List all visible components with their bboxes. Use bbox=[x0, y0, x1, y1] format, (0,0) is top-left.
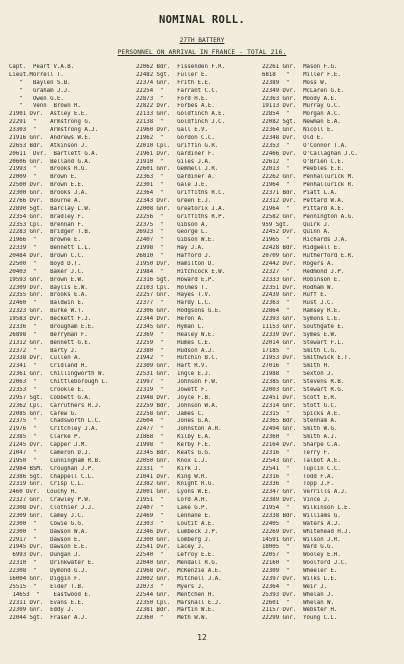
roll-entry: 22291 " Armstrong G. bbox=[9, 119, 92, 126]
roll-entry: 22138 " Goldfinch J.C. bbox=[136, 119, 226, 126]
roll-entry: 22259 " Humes C.E. bbox=[136, 339, 212, 346]
roll-entry: 22345 Gnr. Hyman L. bbox=[136, 323, 205, 330]
roll-entry: 22397 Dvr. Wilks L.E. bbox=[262, 575, 338, 582]
roll-entry: 22259 Bdr. Johnson W.A. bbox=[136, 402, 219, 409]
roll-entry: 22601 Gnr. Gemmell J.R. bbox=[136, 166, 219, 173]
roll-entry: 22362 Cpl. Carruthers R.J. bbox=[9, 402, 102, 409]
roll-entry: 22460 " Baldwin E. bbox=[9, 300, 85, 307]
roll-entry: 22389 " Moss W. bbox=[262, 79, 328, 86]
roll-entry: 20611 Dvr. Bartlett G.A. bbox=[9, 150, 99, 157]
roll-entry: 22380 " Hudson A.J. bbox=[136, 347, 215, 354]
roll-entry: " Graham J.J. bbox=[9, 87, 71, 94]
roll-entry: 22014 Gnr. Stewart F.L. bbox=[262, 339, 345, 346]
roll-entry: 20606 Gnr. Belland G.A. bbox=[9, 158, 92, 165]
roll-entry: 22469 " Lennane E. bbox=[136, 512, 212, 519]
roll-entry: 21950 " Cunningham R.B. bbox=[9, 457, 102, 464]
roll-entry: Capt. Peart V.A.B. bbox=[9, 64, 75, 70]
roll-entry: 22308 " Dymond G.J. bbox=[9, 568, 88, 574]
roll-entry: 22393 Gnr. Symons L.E. bbox=[262, 316, 341, 322]
roll-entry: 22385 " Clarke P. bbox=[9, 434, 81, 441]
roll-entry: 19113 Dvr. Murray G.C. bbox=[262, 103, 341, 110]
roll-entry: 22361 Gnr. Chillingworth W. bbox=[9, 371, 105, 378]
roll-entry: 22854 " Morgan A.C. bbox=[262, 111, 341, 118]
roll-entry: 22339 " Bennett L.L. bbox=[9, 245, 92, 252]
roll-entry: 21964 " Pittard A.E. bbox=[262, 205, 345, 212]
roll-entry: 22160 " Woolford J.C. bbox=[262, 560, 348, 567]
roll-entry: 2460 Dvr. Couchy H. bbox=[9, 489, 78, 496]
roll-entry: 22582 Gnr. Pennington A.G. bbox=[262, 213, 355, 220]
roll-entry: 959 Sgt. Quirk J. bbox=[262, 221, 331, 228]
roll-entry: 22085 Gnr. Carew G. bbox=[9, 410, 78, 417]
roll-entry: 19593 Gnr. Brown E.W. bbox=[9, 276, 85, 283]
roll-entry: 22604 " Jones G.A. bbox=[136, 418, 212, 425]
roll-entry: 22348 Dvr. Old E. bbox=[262, 134, 324, 141]
roll-entry: 23303 " Armstrong A.J. bbox=[9, 127, 99, 133]
page-title: NOMINAL ROLL. bbox=[158, 14, 246, 26]
roll-entry: 22375 " Gibson A. bbox=[136, 221, 208, 228]
roll-entry: 22257 Gnr. Hayes T.V. bbox=[136, 292, 212, 299]
roll-entry: 22311 Dvr. Evans E.E. bbox=[9, 599, 85, 606]
roll-entry: " Venn Brown R. bbox=[9, 103, 81, 110]
roll-entry: 22309 Gnr. Hart R.V. bbox=[136, 363, 208, 370]
roll-entry: 22164 Dvr. Sharpe C.A. bbox=[262, 442, 341, 448]
roll-entry: 22333 Gnr. Robinson E. bbox=[262, 276, 341, 283]
roll-entry: 22050 Gnr. Knox L.J. bbox=[136, 457, 208, 464]
roll-entry: 22319 Gnr. Crisp C.L. bbox=[9, 481, 85, 488]
battery-heading: 27TH BATTERY bbox=[179, 37, 225, 44]
roll-entry: 22364 " Griffiths R.C. bbox=[136, 190, 226, 196]
roll-entry: 22360 " Meth W.W. bbox=[136, 615, 208, 622]
roll-entry: 21916 Gnr. Andrews W.E. bbox=[9, 134, 92, 141]
roll-entry: 21984 " Hitchcock E.W. bbox=[136, 268, 226, 275]
roll-entry: 22327 " Redmond J.P. bbox=[262, 268, 345, 275]
roll-entry: 6993 Dvr. Dungan J. bbox=[9, 552, 81, 559]
roll-entry: 22254 " Farrant C.C. bbox=[136, 87, 219, 94]
roll-entry: 21965 " Richards J.A. bbox=[262, 237, 348, 244]
roll-entry: 22353 Cpl. Brennan F. bbox=[9, 221, 85, 228]
roll-entry: 22466 Dvr. O'Callaghan J.C. bbox=[262, 150, 358, 157]
roll-entry: 22261 Gnr. Mason F.G. bbox=[262, 64, 338, 70]
roll-entry: 22363 " Gardiner A. bbox=[136, 174, 215, 181]
roll-entry: 22339 Dvr. Symes E.W. bbox=[262, 331, 338, 338]
roll-entry: 22343 Dvr. Green E.J. bbox=[136, 197, 212, 204]
roll-entry: 22822 Dvr. Forbes A.E. bbox=[136, 103, 215, 110]
roll-entry: 22314 Gnr. Stott G.C. bbox=[262, 402, 338, 409]
roll-entry: 22544 Gnr. Mentchen H. bbox=[136, 591, 215, 598]
roll-entry: 22374 Gnr. Frith E.E. bbox=[136, 79, 212, 86]
roll-entry: 22013 " Peebles E.E. bbox=[262, 166, 345, 173]
roll-column-3 bbox=[262, 64, 402, 623]
roll-entry: 22338 Dvr. Cullen A. bbox=[9, 355, 81, 362]
roll-entry: 22540 " Lefroy E.E. bbox=[136, 552, 215, 559]
roll-entry: 21948 Dvr. Joyce F.B. bbox=[136, 394, 212, 401]
roll-entry: 22984 BSM. Croughan J.P. bbox=[9, 465, 95, 472]
roll-entry: 16004 Gnr. Diggin F. bbox=[9, 575, 81, 582]
roll-entry: 21047 " Cameron D.J. bbox=[9, 449, 92, 456]
roll-entry: 22766 Dvr. Bourne A. bbox=[9, 197, 81, 204]
roll-entry: 20709 Gnr. Rutherford E.R. bbox=[262, 253, 355, 259]
roll-entry: 22364 Gnr. Nicoll E. bbox=[262, 127, 334, 133]
roll-entry: 22353 " Crookle E. bbox=[9, 386, 85, 393]
roll-entry: 22262 Gnr. Penhallurick M. bbox=[262, 174, 355, 181]
roll-entry: 6818 " Miller F.E. bbox=[262, 71, 341, 78]
roll-entry: 22269 Dvr. Whitehead H.J. bbox=[262, 528, 352, 535]
roll-entry: 22957 Sgt. Cobbett G.A. bbox=[9, 394, 92, 401]
roll-entry: 22541 " Tuplin C.C. bbox=[262, 465, 341, 472]
roll-entry: 21997 " Johnson F.W. bbox=[136, 379, 219, 385]
roll-entry: 22385 Gnr. Stevens R.B. bbox=[262, 379, 345, 385]
roll-entry: 21964 " Penhallurick R. bbox=[262, 182, 355, 189]
roll-entry: 17185 " Smith C.G. bbox=[262, 347, 338, 354]
roll-entry: 21993 " Brooks R.G. bbox=[9, 166, 88, 173]
roll-entry: 22133 Gnr. Goldfinch A.E. bbox=[136, 111, 226, 118]
roll-entry: 22323 Gnr. Burke W.T. bbox=[9, 308, 85, 315]
roll-entry: 14653 " Eastwood E. bbox=[9, 591, 92, 598]
roll-entry: 22873 " Ford H.E. bbox=[136, 95, 208, 102]
roll-entry: 22890 Sgt. Barclay L.W. bbox=[9, 205, 92, 212]
roll-entry: 22500 " Boyd D.T. bbox=[9, 260, 81, 267]
roll-entry: 22452 Dvr. Quinn A. bbox=[262, 229, 331, 236]
roll-entry: 22338 Bdr. Williams G. bbox=[262, 512, 341, 519]
roll-entry: 22500 Dvr. Brown E.E. bbox=[9, 182, 85, 189]
roll-entry: " Baylen S.B. bbox=[9, 79, 71, 86]
roll-entry: 21910 " Giles J.A. bbox=[136, 158, 212, 165]
roll-entry: 22531 Gnr. Ingle E.J. bbox=[136, 371, 212, 378]
roll-entry: 22363 Gnr. Moody A.E. bbox=[262, 95, 338, 102]
roll-entry: 22336 " Topp J.F. bbox=[262, 481, 334, 488]
roll-entry: 22299 Gnr. Young C.L. bbox=[262, 615, 338, 622]
roll-entry: 25515 " Elder T.B. bbox=[9, 583, 85, 590]
roll-entry: 21968 Dvr. McKenzie A.E. bbox=[136, 568, 222, 574]
roll-entry: 22040 Gnr. Mendall R.G. bbox=[136, 560, 219, 567]
roll-entry: 22331 " Kirk J. bbox=[136, 465, 202, 472]
roll-entry: 22309 " Wheeler E. bbox=[262, 568, 338, 574]
roll-entry: 26810 " Hafford J. bbox=[136, 253, 212, 259]
roll-entry: 22917 " Dawson E. bbox=[9, 536, 81, 543]
roll-entry: 14591 Gnr. Wilson J.R. bbox=[262, 536, 341, 543]
roll-entry: 22372 " Barty J. bbox=[9, 347, 78, 354]
roll-entry: 21998 " Hay J.A. bbox=[136, 245, 205, 252]
roll-entry: 22300 " Dawson W.A. bbox=[9, 528, 88, 535]
roll-entry: 21245 Dvr. Capper J.M. bbox=[9, 442, 88, 448]
roll-entry: 21945 Dvr. Dawson E.E. bbox=[9, 544, 88, 551]
roll-entry: 22354 Gnr. Bradley F. bbox=[9, 213, 85, 220]
roll-entry: 22428 Bdr. Ridgwell E. bbox=[262, 245, 341, 252]
roll-entry: 22309 Gnr. Eddy J. bbox=[9, 607, 75, 614]
roll-entry: 22044 Sgt. Fraser A.J. bbox=[9, 615, 88, 622]
roll-entry: 22316 " Todd F.A. bbox=[262, 473, 334, 480]
roll-entry: 22309 Dvr. Baylis E.W. bbox=[9, 284, 88, 291]
roll-entry: 22601 " Whelan W. bbox=[262, 599, 334, 606]
roll-entry: 22451 Dvr. Scott E.R. bbox=[262, 394, 338, 401]
roll-entry: 26898 " Berryman F. bbox=[9, 331, 88, 338]
roll-entry: 22336 " Brougham E.E. bbox=[9, 323, 95, 330]
roll-entry: 20484 Dvr. Brown C.C. bbox=[9, 253, 85, 259]
roll-entry: 22386 Sgt. Chappell C.L. bbox=[9, 473, 95, 480]
roll-entry: 22003 Gnr. Stewart R.G. bbox=[262, 386, 345, 393]
roll-entry: 22355 Gnr. Brooks E.A. bbox=[9, 292, 88, 299]
roll-entry: 22300 " Cowie G.G. bbox=[9, 520, 85, 527]
roll-entry: 22283 Gnr. Bridger T.B. bbox=[9, 229, 92, 236]
roll-entry: 21960 Dvr. Gall E.V. bbox=[136, 127, 208, 133]
roll-entry: 22347 Gnr. Verrills A.J. bbox=[262, 489, 348, 496]
roll-entry: 22350 Cpl. Marshall E.J. bbox=[136, 599, 222, 606]
roll-entry: 22653 Bdr. Atkinson J. bbox=[9, 142, 88, 149]
roll-entry: 22381 Bdr. Martin W.E. bbox=[136, 607, 215, 614]
page-number: 12 bbox=[197, 633, 207, 642]
roll-column-2 bbox=[136, 64, 256, 623]
roll-entry: 22103 Cpl. Holmes T. bbox=[136, 284, 208, 291]
roll-entry: 22319 " Jowett F. bbox=[136, 386, 208, 393]
roll-entry: 22365 Bdr. Stenham A. bbox=[262, 418, 338, 425]
roll-entry: 22405 " Waters A.J. bbox=[262, 520, 341, 527]
roll-entry: 22477 " Johnston A.R. bbox=[136, 426, 222, 433]
roll-entry: 22377 " Hardy L.C. bbox=[136, 300, 212, 307]
roll-entry: 22063 " Chittleborough L. bbox=[9, 379, 109, 385]
roll-entry: 21942 " Hutchin B.C. bbox=[136, 355, 219, 362]
roll-entry: 22345 Bdr. Keats G.G. bbox=[136, 449, 212, 456]
roll-entry: 22371 Bdr. Piatt L.A. bbox=[262, 190, 338, 196]
roll-entry: 22316 Sgt. Howard E.P. bbox=[136, 276, 215, 283]
roll-entry: 22353 " O'Connor T.A. bbox=[262, 142, 348, 149]
personnel-subheading: PERSONNEL ON ARRIVAL IN FRANCE - TOTAL 216. bbox=[117, 49, 287, 56]
roll-entry: Lieut.Morrell T. bbox=[9, 71, 64, 78]
roll-entry: 19583 Dvr. Beckett F.J. bbox=[9, 316, 92, 322]
roll-entry: 22349 Dvr. McLaren G.E. bbox=[262, 87, 345, 94]
roll-entry: 22057 " Wooley E.H. bbox=[262, 552, 341, 559]
roll-entry: 22346 Dvr. Lumbeck J.P. bbox=[136, 528, 219, 535]
roll-entry: 22310 " Drinkwater E. bbox=[9, 560, 95, 567]
roll-entry: 22363 " Rust J.C. bbox=[262, 300, 334, 307]
roll-entry: 21157 Dvr. Webster H. bbox=[262, 607, 338, 614]
roll-entry: 11153 Gnr. Southgate E. bbox=[262, 323, 345, 330]
roll-entry: 26923 " George L. bbox=[136, 229, 208, 236]
roll-entry: 20403 " Baker J.C. bbox=[9, 268, 85, 275]
roll-entry: 22360 " Smith A.J. bbox=[262, 434, 338, 441]
roll-entry: 22442 Dvr. Rogers A. bbox=[262, 260, 334, 267]
roll-entry: 22315 " Spicks A.E. bbox=[262, 410, 341, 417]
roll-entry: 21961 Dvr. Gardiner F. bbox=[136, 150, 215, 157]
roll-entry: 21901 Dvr. Astley E.E. bbox=[9, 111, 88, 118]
roll-entry: 22351 Dvr. Rodham W. bbox=[262, 284, 334, 291]
roll-entry: 22369 " Healey W.E. bbox=[136, 331, 215, 338]
roll-entry: 22864 " Ramsey R.E. bbox=[262, 308, 341, 315]
roll-entry: 22009 " Brown E. bbox=[9, 174, 78, 181]
roll-entry: 21988 " Sexton J. bbox=[262, 371, 334, 378]
roll-entry: 22062 Bdr. Fissenden F.R. bbox=[136, 64, 226, 70]
roll-entry: 21976 " Critchley J.A. bbox=[9, 426, 99, 433]
roll-entry: 22482 Sgt. Fuller E. bbox=[136, 71, 208, 78]
roll-entry: 22344 Dvr. Heron A. bbox=[136, 316, 205, 322]
roll-column-1 bbox=[9, 64, 127, 623]
roll-entry: 21950 Dvr. Hamilton D. bbox=[136, 260, 215, 267]
roll-entry: 22407 " Lake G.P. bbox=[136, 505, 208, 511]
roll-entry: 22082 Sgt. Newman E.A. bbox=[262, 119, 341, 126]
roll-entry: 22300 Gnr. Brooks J.A. bbox=[9, 190, 88, 196]
roll-entry: 22439 Gnr. Ruff E. bbox=[262, 292, 328, 299]
roll-entry: 22375 " Chadsworth L.C. bbox=[9, 418, 102, 425]
roll-entry: 22407 " Gibson W.E. bbox=[136, 237, 215, 244]
roll-entry: 22312 Dvr. Pettard W.A. bbox=[262, 197, 345, 204]
roll-entry: 21962 " Gordon C.C. bbox=[136, 134, 215, 141]
roll-entry: 22300 Gnr. Lomberg J. bbox=[136, 536, 212, 543]
roll-entry: 22010 Cpl. Griffin G.R. bbox=[136, 142, 219, 149]
roll-entry: " Owen G.E. bbox=[9, 95, 64, 102]
roll-entry: 22364 " Weir J. bbox=[262, 583, 328, 590]
roll-entry: 22341 " Cridland H. bbox=[9, 363, 88, 370]
roll-entry: 21966 " Browne E. bbox=[9, 237, 81, 244]
roll-entry: 22389 Dvr. Vince J. bbox=[262, 497, 331, 504]
roll-entry: 22306 Gnr. Hodgsons G.E. bbox=[136, 308, 222, 315]
roll-entry: 21868 " Kilby E.A. bbox=[136, 434, 212, 441]
roll-entry: 22612 " O'Brien C.E. bbox=[262, 158, 345, 165]
roll-entry: 27016 " Smith H. bbox=[262, 363, 331, 370]
roll-entry: 21312 Gnr. Bennett G.E. bbox=[9, 339, 92, 346]
roll-entry: 22008 Gnr. Greatorix J.A. bbox=[136, 205, 226, 212]
roll-entry: 22541 Dvr. Lacey J. bbox=[136, 544, 205, 551]
roll-entry: 22002 Gnr. Mitchell J.A. bbox=[136, 575, 222, 582]
roll-entry: 21953 Dvr. Smithwick E.T. bbox=[262, 355, 352, 362]
roll-entry: 21954 " Wilkinson L.E. bbox=[262, 505, 352, 511]
roll-entry: 21951 " Lord A.H. bbox=[136, 497, 208, 504]
roll-entry: 22001 Gnr. Lyons W.E. bbox=[136, 489, 212, 496]
roll-entry: 25393 Dvr. Whelan J. bbox=[262, 591, 334, 598]
roll-entry: 22308 Dvr. Clothier J.J. bbox=[9, 505, 95, 511]
roll-entry: 22382 Gnr. Knight R.G. bbox=[136, 481, 215, 488]
roll-entry: 22301 " Gale J.E. bbox=[136, 182, 208, 189]
roll-entry: 22258 Gnr. James C. bbox=[136, 410, 205, 417]
roll-entry: 22256 " Griffiths R.P. bbox=[136, 213, 226, 220]
roll-entry: 22327 Gnr. Crawley P.W. bbox=[9, 497, 92, 504]
roll-entry: 18005 " Ward G.G. bbox=[262, 544, 334, 551]
roll-entry: 22494 Gnr. Smith W.G. bbox=[262, 426, 338, 433]
roll-entry: 22543 Gnr. Talbot A.E. bbox=[262, 457, 341, 464]
roll-entry: 21041 Dvr. King W.R. bbox=[136, 473, 208, 480]
roll-entry: 22316 " Terry F. bbox=[262, 449, 331, 456]
roll-entry: 22073 " Myers J. bbox=[136, 583, 205, 590]
roll-entry: 21998 " Kerby F.E. bbox=[136, 442, 212, 448]
roll-entry: 22309 Gnr. Camey J.C. bbox=[9, 512, 85, 519]
roll-entry: 22303 " Loutit A.E. bbox=[136, 520, 215, 527]
